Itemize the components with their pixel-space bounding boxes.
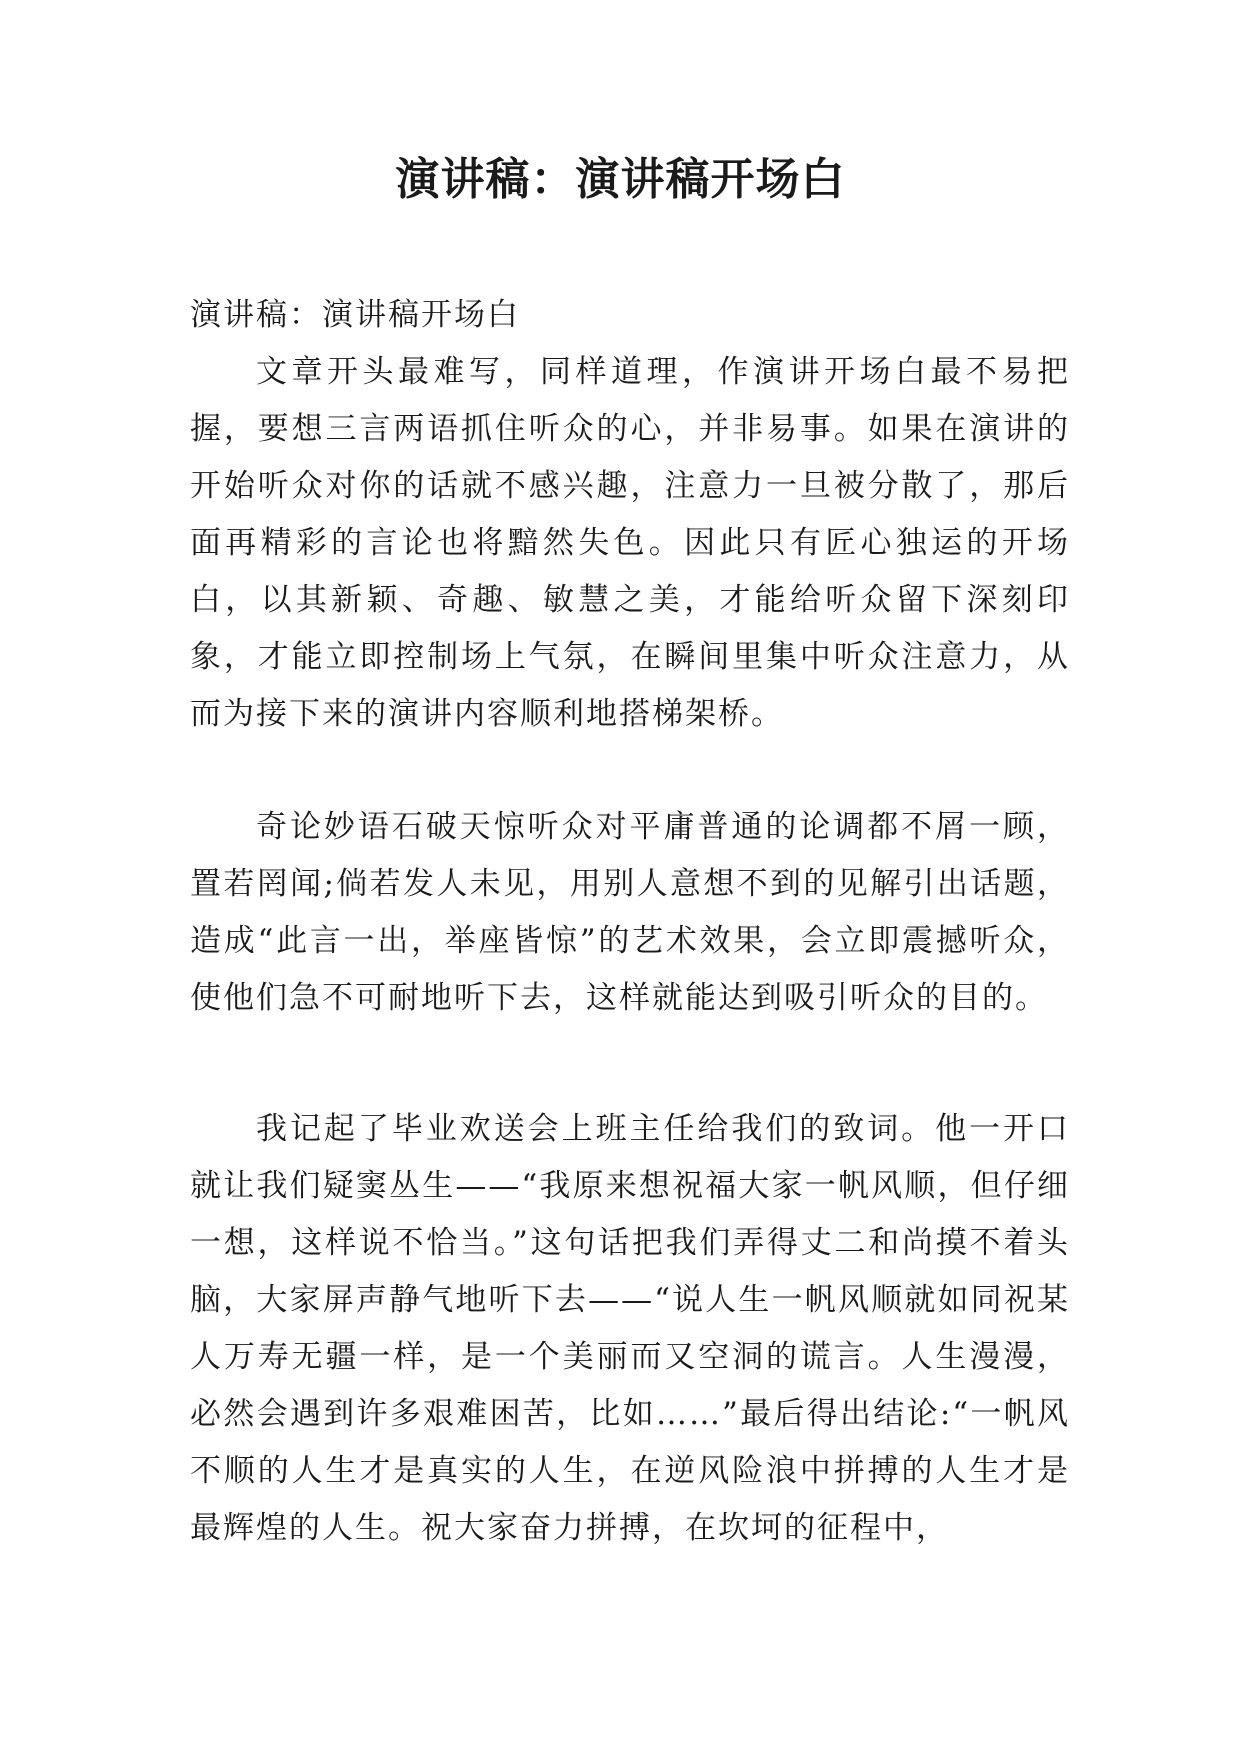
paragraph-2: 奇论妙语石破天惊听众对平庸普通的论调都不屑一顾，置若罔闻;倘若发人未见，用别人意想不到的见解引出话题，造成“此言一出，举座皆惊”的艺术效果，会立即震撼听众，使他们急不可耐地听下去，这样就能达到吸引听众的目的。 [190,809,1070,1016]
paragraph-1: 文章开头最难写，同样道理，作演讲开场白最不易把握，要想三言两语抓住听众的心，并非易事。如果在演讲的开始听众对你的话就不感兴趣，注意力一旦被分散了，那后面再精彩的言论也将黯然失色。因此只有匠心独运的开场白，以其新颖、奇趣、敏慧之美，才能给听众留下深刻印象，才能立即控制场上气氛，在瞬间里集中听众注意力，从而为接下来的演讲内容顺利地搭梯架桥。 [190,354,1070,732]
paragraph-3: 我记起了毕业欢送会上班主任给我们的致词。他一开口就让我们疑窦丛生——“我原来想祝福大家一帆风顺，但仔细一想，这样说不恰当。”这句话把我们弄得丈二和尚摸不着头脑，大家屏声静气地听下去——“说人生一帆风顺就如同祝某人万寿无疆一样，是一个美丽而又空洞的谎言。人生漫漫，必然会遇到许多艰难困苦，比如……”最后得出结论:“一帆风不顺的人生才是真实的人生，在逆风险浪中拼搏的人生才是最辉煌的人生。祝大家奋力拼搏，在坎坷的征程中， [190,1111,1070,1546]
document-title: 演讲稿：演讲稿开场白 [395,154,846,205]
document-subtitle: 演讲稿：演讲稿开场白 [190,297,520,333]
